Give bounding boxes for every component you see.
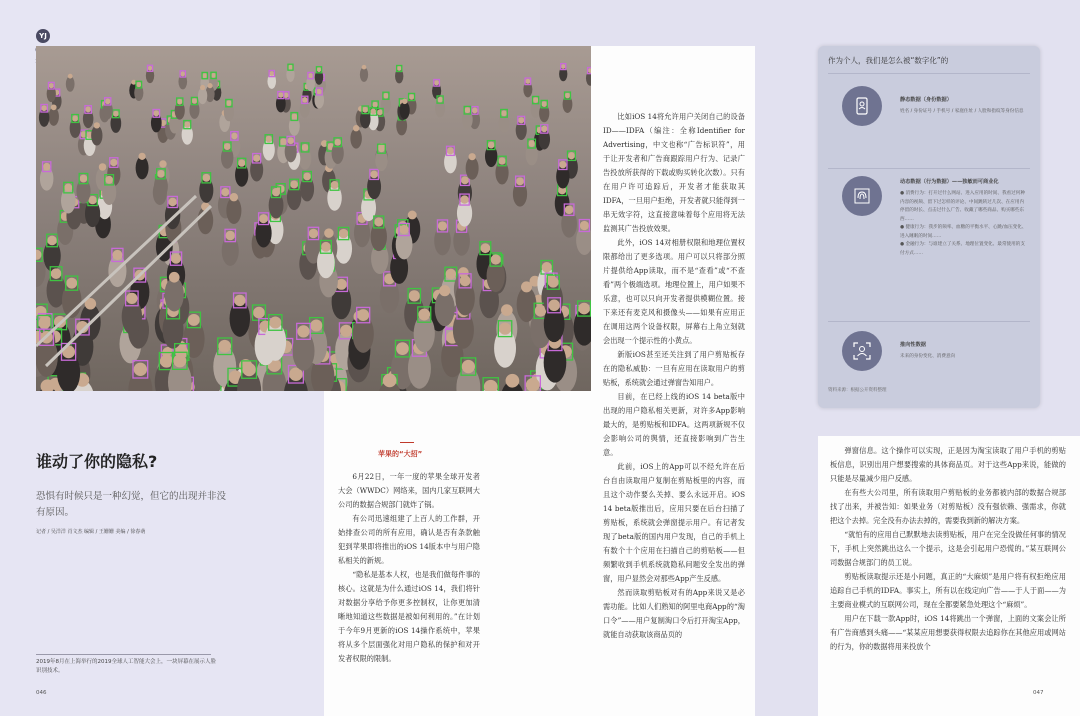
crowd-head [192, 98, 198, 104]
crowd-head [460, 195, 468, 203]
crowd-head [525, 79, 530, 84]
predictive-data-title: 推向性数据 [900, 342, 926, 348]
crowd-head [409, 94, 414, 99]
paragraph: 剪贴板读取提示还是小问题，真正的“大麻烦”是用户将有权拒绝应用追踪自己手机的IDFA。事实上，所有以在线定向广告——于人于面——为主要商业模式的互联网公司，现在全都要紧急处理这个“麻烦”。 [830, 572, 1066, 609]
crowd-head [148, 66, 153, 71]
crowd-head [506, 374, 520, 388]
article-headline: 谁动了你的隐私? [36, 452, 158, 471]
infographic-divider [828, 321, 1030, 322]
crowd-head [321, 242, 331, 252]
crowd-head [41, 105, 47, 111]
crowd-head [331, 181, 339, 189]
crowd-head [234, 295, 245, 306]
crowd-head [484, 380, 498, 391]
paragraph: “隐私是基本人权，也是我们做每件事的核心。这就是为什么通过iOS 14，我们将针对数据分享给予你更多控制权，让你更加清晰地知道这些数据是被如何利用的。”在计划于今年9月更新的iOS 14操作系统中，苹果将从多个层面强化对用户隐私的保护和对开发者权限的限制。 [338, 570, 480, 663]
crowd-head [309, 229, 318, 238]
crowd-head [464, 107, 470, 113]
crowd-head [565, 205, 574, 214]
crowd-head [51, 104, 57, 110]
magazine-logo: YJ [36, 29, 50, 43]
crowd-head [317, 67, 322, 72]
crowd-head [288, 65, 293, 70]
crowd-head [362, 65, 367, 70]
paragraph: 此前，iOS上的App可以不经允许在后台自由读取用户复制在剪贴板里的内容，而且这个动作要么关掉、要么永远开启。iOS 14 beta版推出后，应用只要在后台扫描了剪贴板，系统就会弹窗提示用户。有记者发现了beta版的国内用户发现，自己的手机上有数个十个应用在扫描自己的剪贴板——但频繁收到手机系统就隐私问题安全发出的弹窗，用户显然会对那些App产生反感。 [603, 462, 745, 583]
crowd-head [226, 231, 235, 240]
digitization-infographic [818, 46, 1040, 408]
crowd-head [418, 309, 430, 321]
crowd-head [287, 137, 294, 144]
crowd-head [409, 290, 420, 301]
crowd-head [528, 140, 535, 147]
crowd-head [94, 122, 100, 128]
dynamic-data-row [828, 176, 1028, 326]
crowd-head [224, 143, 231, 150]
paragraph: “就怕有的应用自己默默地去读剪贴板，用户在完全没做任何事的情况下，手机上突然跳出这么一个提示，这是会引起用户恐慌的。”某互联网公司数据合规部门的员工说。 [830, 530, 1066, 567]
crowd-head [541, 126, 547, 132]
crowd-head [445, 269, 456, 280]
crowd-head [138, 153, 145, 160]
page-number-right: 047 [1033, 690, 1044, 696]
paragraph: 用户在下载一款App时，iOS 14将跳出一个弹窗，上面的文案会让所有广告商感到头痛——“某某应用想要获得权限去追踪你在其他应用或网站的行为，你的数据将用来投放个 [830, 614, 1066, 651]
paragraph: 此外，iOS 14对相册权限和地理位置权限都给出了更多选项。用户可以只将部分照片提供给App读取，而不是“查看”或“不查看”两个极端选项。地理位置上，用户如果不乐意，也可以只向开发者提供模糊位置。接下来还有麦克风和摄像头——如果有应用正在调用这两个设备权限，屏幕右上角立刻就会出现一个提示性的小黄点。 [603, 238, 745, 345]
crowd-head [265, 136, 272, 143]
crowd-head [113, 111, 119, 117]
crowd-head [568, 152, 575, 159]
crowd-head [472, 107, 478, 113]
crowd-head [171, 254, 181, 264]
infographic-divider [828, 73, 1030, 74]
crowd-head [230, 193, 238, 201]
crowd-head [578, 303, 590, 315]
crowd-head [280, 138, 287, 145]
crowd-head [99, 163, 107, 171]
crowd-head [278, 92, 283, 97]
crowd-head [469, 153, 476, 160]
crowd-head [324, 228, 333, 237]
infographic-source: 资料来源：根据公开资料整理 [828, 388, 887, 393]
crowd-head [153, 110, 159, 116]
crowd-head [38, 317, 50, 329]
crowd-head [353, 125, 359, 131]
crowd-head [173, 354, 186, 367]
crowd-head [480, 243, 490, 253]
crowd-head [184, 121, 190, 127]
crowd-head [218, 340, 231, 353]
crowd-head [80, 175, 88, 183]
crowd-head [362, 107, 368, 113]
section-heading: 苹果的“大招” [378, 450, 423, 458]
dynamic-data-title: 动态数据（行为数据）——独敏而可商业化 [900, 179, 999, 185]
paragraph: 然而读取剪贴板对有的App来说又是必需功能。比如人们熟知的阿里电商App的“淘口令”——用户复制淘口令后打开淘宝App，就能自动获取该商品页的 [603, 588, 745, 639]
crowd-head [377, 109, 383, 115]
crowd-head [334, 139, 341, 146]
static-data-text: 姓名 / 身份证号 / 手机号 / 家庭住址 / 人脸和指纹等身份信息 [900, 109, 1024, 114]
crowd-head [308, 73, 313, 78]
crowd-head [399, 225, 408, 234]
crowd-head [533, 97, 539, 103]
static-data-title: 静态数据（身份数据） [900, 97, 952, 103]
crowd-head [434, 80, 439, 85]
crowd-head [51, 268, 62, 279]
crowd-head [68, 74, 73, 79]
crowd-head [378, 145, 385, 152]
paragraph: 弹窗信息。这个操作可以实现，正是因为淘宝读取了用户手机的剪贴板信息，识别出用户想要搜索的具体商品页。对于这些App来说，能做的只能是尽量减少用户反感。 [830, 446, 1066, 483]
crowd-head [548, 277, 559, 288]
crowd-head [253, 155, 260, 162]
crowd-head [374, 217, 383, 226]
page-number-left: 046 [36, 690, 47, 696]
paragraph: 比如iOS 14将允许用户关闭自己的设备ID——IDFA（编注：全称Identifier for Advertising，中文也称“广告标识符”，用于让开发者和广告商跟踪用户行为、记录广告投放所获得的下载或购买转化次数）。只有在用户许可追踪后，开发者才能获取其IDFA，一旦用户拒绝，开发者就只能得到一串无效字符，这直接意味着每个应用将无法监测其广告投放效果。 [603, 112, 745, 233]
infographic-title: 作为个人，我们是怎么被“数字化”的 [828, 56, 949, 65]
crowd-head [580, 221, 589, 230]
predictive-data-row [828, 331, 1028, 381]
crowd-head [397, 66, 402, 71]
crowd-head [303, 173, 311, 181]
crowd-head [501, 110, 507, 116]
crowd-head [310, 319, 322, 331]
crowd-head [290, 180, 298, 188]
crowd-head [43, 163, 50, 170]
section-rule [400, 442, 414, 443]
crowd-head [461, 176, 469, 184]
crowd-head [269, 71, 274, 76]
photo-caption: 2019年8月在上海举行的2019全球人工智能大会上，一块屏幕在展示人脸识别技术。 [36, 659, 216, 674]
crowd-head [462, 360, 475, 373]
crowd-head [561, 64, 566, 69]
crowd-head [460, 275, 471, 286]
crowd-head [242, 363, 255, 376]
crowd-head [383, 374, 397, 388]
crowd-head [66, 278, 77, 289]
crowd-head [370, 171, 378, 179]
crowd-head [202, 174, 210, 182]
article-lead: 恐惧有时候只是一种幻觉，但它的出现并非没有原因。 [36, 491, 227, 518]
crowd-head [112, 250, 122, 260]
crowd-head [396, 342, 409, 355]
crowd-head [231, 133, 238, 140]
crowd-head [518, 117, 524, 123]
crowd-head [372, 102, 378, 108]
crowd-head [200, 85, 205, 90]
crowd-head [541, 101, 547, 107]
crowd-head [105, 99, 111, 105]
crowd-head [180, 72, 185, 77]
text-column-2 [603, 110, 745, 700]
crowd-head [357, 309, 369, 321]
crowd-head [402, 99, 408, 105]
crowd-head [516, 177, 524, 185]
crowd-head [302, 144, 309, 151]
crowd-head [370, 108, 376, 114]
crowd-head [226, 100, 232, 106]
crowd-head [105, 176, 113, 184]
crowd-head [438, 221, 447, 230]
crowd-head [498, 157, 505, 164]
crowd-head [134, 363, 147, 376]
crowd-head [157, 170, 165, 178]
paragraph: 新版iOS甚至还关注到了用户剪贴板存在的隐私威胁：一旦有应用在读取用户的剪贴板，系统就会通过弹窗告知用户。 [603, 350, 745, 387]
paragraph: 目前，在已经上线的iOS 14 beta版中出现的用户隐私相关更新，对许多App影响最大的，是剪贴板和IDFA。这两项新规不仅会影响公司的舆情，还直接影响到广告生意。 [603, 392, 745, 457]
crowd-head [64, 184, 72, 192]
crowd-head [85, 107, 91, 113]
crowd-head [521, 281, 532, 292]
byline: 记者 / 吴洋洋 肖文杰 编辑 / 王姗姗 美编 / 徐春萌 [36, 529, 146, 535]
crowd-head [49, 83, 54, 88]
crowd-head [317, 89, 322, 94]
crowd-head [169, 272, 180, 283]
crowd-head [291, 113, 297, 119]
crowd-head [188, 314, 200, 326]
crowd-head [207, 83, 212, 88]
face-scan-icon [842, 331, 882, 371]
crowd-head [565, 93, 570, 98]
crowd-head [302, 97, 308, 103]
text-column-1 [338, 470, 480, 708]
crowd-head [259, 214, 268, 223]
crowd-head [168, 198, 177, 207]
crowd-head [72, 115, 78, 121]
crowd-head [297, 325, 309, 337]
crowd-head [383, 93, 388, 98]
paragraph: 有公司迅速组建了上百人的工作群，开始排查公司的所有应用，确认是否有条款触犯到苹果即将推出的iOS 14版本中与用户隐私相关的新规。 [338, 514, 480, 565]
crowd-head [501, 304, 513, 316]
text-column-3 [830, 444, 1066, 706]
crowd-head [491, 254, 501, 264]
crowd-head [159, 160, 166, 167]
crowd-head [339, 229, 348, 238]
crowd-head [439, 285, 450, 296]
crowd-head [447, 147, 454, 154]
predictive-data-text: 未来的身份变化、消费意向 [900, 354, 956, 359]
crowd-head [202, 73, 207, 78]
crowd-head [253, 307, 265, 319]
crowd-head [340, 325, 352, 337]
crowd-head [408, 211, 417, 220]
crowd-head [177, 99, 183, 105]
crowd-head [110, 159, 117, 166]
crowd-head [542, 262, 552, 272]
crowd-head [499, 323, 511, 335]
crowd-head [136, 82, 141, 87]
paragraph: 在有些大公司里，所有读取用户剪贴板的业务都被内部的数据合规部找了出来，并被告知：如果业务（对剪贴板）没有强依赖、强需求，你就把这个去掉。完全没有办法去掉的，需要我到新的解决方案。 [830, 488, 1066, 525]
crowd-head [488, 142, 495, 149]
crowd-head [126, 293, 137, 304]
crowd-head [559, 161, 566, 168]
caption-rule [36, 654, 211, 655]
infographic-divider [828, 168, 1030, 169]
crowd-head [47, 236, 57, 246]
face-recognition-photo [36, 46, 591, 391]
fingerprint-icon [842, 176, 882, 216]
crowd-head [221, 188, 229, 196]
crowd-head [269, 316, 281, 328]
paragraph: 6月22日，一年一度的苹果全球开发者大会（WWDC）网络来，国内几家互联网大公司的数据合规部门就炸了锅。 [338, 472, 480, 509]
id-card-icon [842, 86, 882, 126]
crowd-head [238, 159, 245, 166]
crowd-head [548, 300, 560, 312]
dynamic-data-text: ● 消费行为：打开过什么网站、进入应用的时间、我看过何种内容的视频、留下过怎样的评论、中间跳转过几次、在应用内停留的时长、点击过什么广告、收藏了哪些商品、购买哪些东西…… ● 健康行为：我步的频率、血糖的平衡水平、心跳/血压变化、进入睡眠的时间…… ● 金融行为：与谁建立了关系、地理位置变化、最常使用的支付方式…… [900, 191, 1027, 256]
static-data-row [828, 86, 1028, 176]
face-detection-overlay [36, 46, 591, 391]
crowd-head [437, 97, 443, 103]
crowd-head [272, 188, 280, 196]
crowd-head [211, 73, 216, 78]
